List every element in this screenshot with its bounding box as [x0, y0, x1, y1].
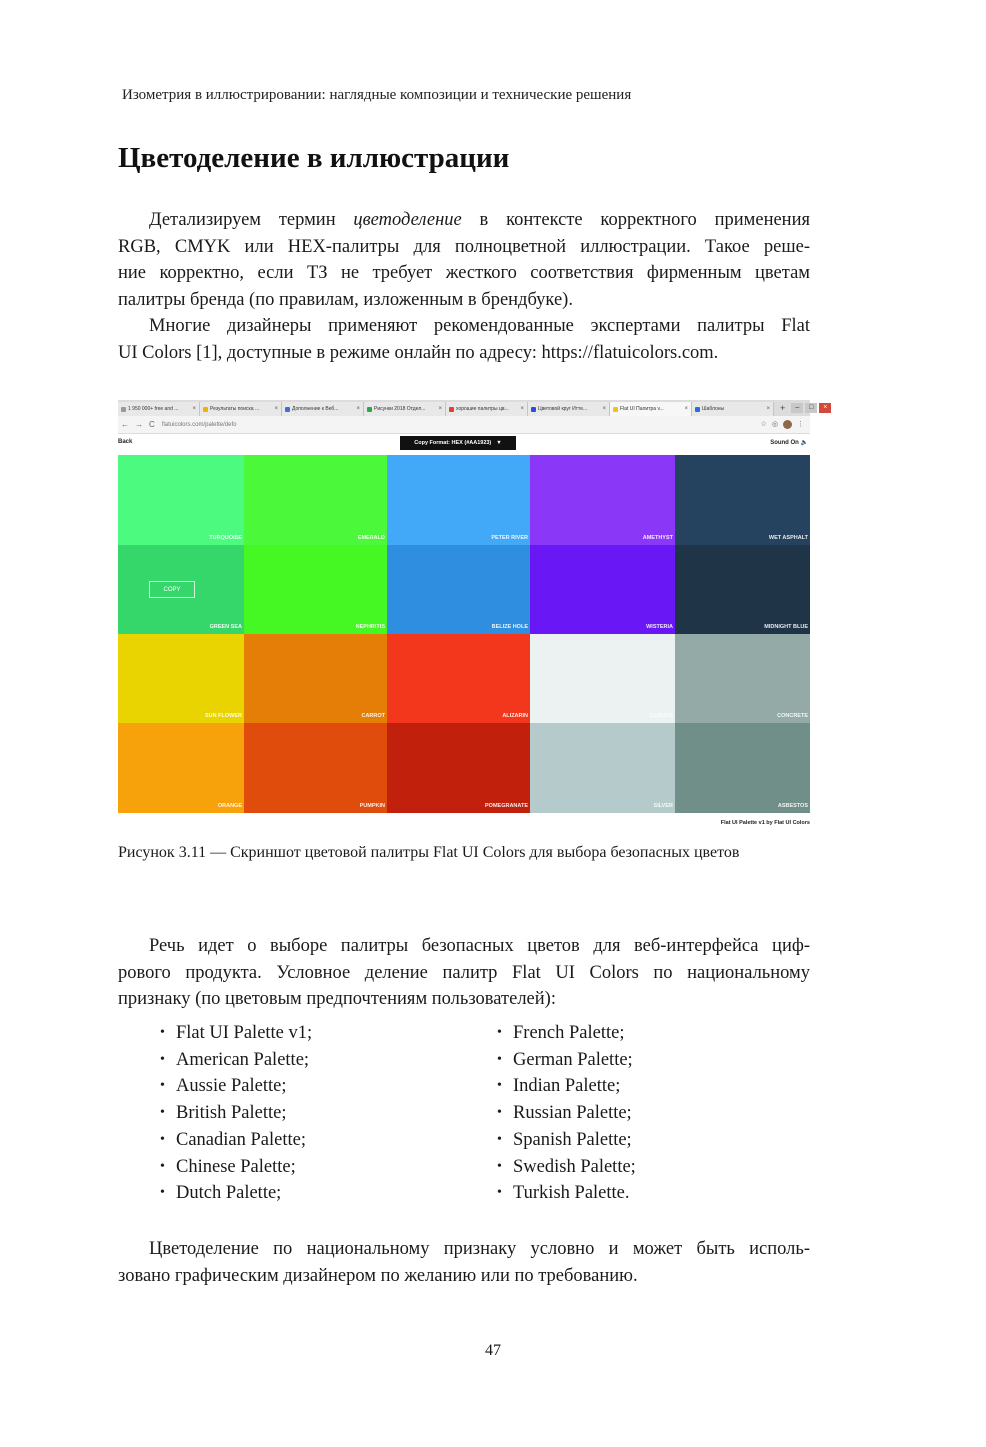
palette-grid — [118, 455, 810, 813]
text-line: Многие дизайнеры применяют рекомендованные экспертами палитры Flat — [149, 316, 810, 336]
reload-icon[interactable]: C — [149, 420, 155, 429]
swatch-name: PUMPKIN — [359, 803, 385, 809]
list-item — [158, 1020, 312, 1047]
list-item — [495, 1154, 636, 1181]
bullet-icon: • — [160, 1105, 165, 1121]
new-tab-icon[interactable]: + — [780, 403, 786, 413]
list-item-label: Aussie Palette; — [176, 1076, 287, 1097]
close-icon[interactable]: × — [520, 406, 524, 412]
copy-format-select[interactable] — [400, 436, 516, 450]
text-line: признаку (по цветовым предпочтениям пользователей): — [118, 989, 556, 1009]
color-swatch[interactable] — [244, 455, 387, 545]
favicon-icon — [613, 407, 618, 412]
color-swatch[interactable] — [118, 723, 244, 813]
list-item — [158, 1047, 312, 1074]
close-icon[interactable]: × — [274, 406, 278, 412]
close-icon[interactable]: × — [192, 406, 196, 412]
list-item-label: Swedish Palette; — [513, 1156, 636, 1177]
paragraph-intro — [118, 207, 810, 234]
section-title: Цветоделение в иллюстрации — [118, 142, 510, 174]
list-item-label: Chinese Palette; — [176, 1156, 296, 1177]
browser-tab[interactable] — [692, 402, 774, 416]
list-item — [495, 1180, 636, 1207]
minimize-icon[interactable]: – — [791, 403, 803, 413]
app-toolbar — [118, 434, 810, 454]
paragraph-flat-ui-cont — [118, 340, 810, 367]
tab-label: Flat UI Палитра v... — [620, 406, 664, 412]
paragraph-conclusion — [118, 1236, 810, 1263]
color-swatch[interactable] — [387, 634, 530, 723]
extension-icon[interactable]: ◎ — [771, 421, 778, 428]
text-line: Цветоделение по национальному признаку условно и может быть исполь- — [149, 1239, 810, 1259]
tab-label: Результаты поиска ... — [210, 406, 260, 412]
swatch-name: PETER RIVER — [491, 535, 528, 541]
swatch-name: CONCRETE — [777, 713, 808, 719]
close-icon[interactable]: × — [602, 406, 606, 412]
bullet-icon: • — [160, 1131, 165, 1147]
swatch-name: SILVER — [653, 803, 673, 809]
list-item — [158, 1073, 312, 1100]
list-item — [158, 1154, 312, 1181]
favicon-icon — [695, 407, 700, 412]
bullet-icon: • — [497, 1131, 502, 1147]
bullet-icon: • — [160, 1158, 165, 1174]
swatch-name: CARROT — [361, 713, 385, 719]
close-icon[interactable]: × — [766, 406, 770, 412]
browser-tab[interactable] — [118, 402, 200, 416]
swatch-name: CLOUDS — [649, 713, 673, 719]
swatch-name: AMETHYST — [642, 535, 673, 541]
list-item-label: Canadian Palette; — [176, 1129, 306, 1150]
list-item-label: Dutch Palette; — [176, 1183, 282, 1204]
list-item — [158, 1180, 312, 1207]
browser-tab[interactable] — [446, 402, 528, 416]
color-swatch[interactable] — [244, 723, 387, 813]
palette-list-left — [158, 1020, 312, 1207]
swatch-name: BELIZE HOLE — [491, 624, 528, 630]
list-item-label: Indian Palette; — [513, 1076, 621, 1097]
back-arrow-icon[interactable]: ← — [121, 420, 129, 429]
swatch-name: WISTERIA — [646, 624, 673, 630]
color-swatch[interactable] — [530, 455, 675, 545]
palette-list-right — [495, 1020, 636, 1207]
window-controls — [791, 403, 833, 413]
list-item-label: French Palette; — [513, 1023, 625, 1043]
avatar[interactable] — [783, 420, 792, 429]
swatch-name: EMERALD — [357, 535, 385, 541]
bullet-icon: • — [497, 1185, 502, 1201]
swatch-name: NEPHRITIS — [355, 624, 385, 630]
tab-label: хорошие палитры цв... — [456, 406, 509, 412]
page-number: 47 — [485, 1342, 501, 1359]
color-swatch[interactable] — [118, 634, 244, 723]
paragraph-conclusion-cont — [118, 1263, 810, 1290]
maximize-icon[interactable]: □ — [805, 403, 817, 413]
color-swatch[interactable] — [387, 723, 530, 813]
list-item — [495, 1047, 636, 1074]
paragraph-palettes-cont — [118, 960, 810, 1013]
swatch-name: TURQUOISE — [209, 535, 242, 541]
swatch-name: ORANGE — [217, 803, 242, 809]
bullet-icon: • — [497, 1025, 502, 1040]
favicon-icon — [203, 407, 208, 412]
color-swatch[interactable] — [387, 545, 530, 634]
favicon-icon — [449, 407, 454, 412]
color-swatch[interactable] — [118, 545, 244, 634]
color-swatch[interactable] — [675, 634, 810, 723]
browser-tab[interactable] — [528, 402, 610, 416]
list-item — [495, 1073, 636, 1100]
running-header: Изометрия в иллюстрировании: наглядные композиции и технические решения — [122, 87, 632, 103]
list-item — [495, 1020, 636, 1047]
bullet-icon: • — [160, 1051, 165, 1067]
swatch-name: MIDNIGHT BLUE — [764, 624, 808, 630]
sound-toggle[interactable]: Sound On 🔈 — [770, 440, 808, 446]
bullet-icon: • — [160, 1185, 165, 1201]
color-swatch[interactable] — [675, 455, 810, 545]
bullet-icon: • — [497, 1078, 502, 1094]
color-swatch[interactable] — [675, 545, 810, 634]
color-swatch[interactable] — [675, 723, 810, 813]
figure-screenshot — [118, 400, 828, 830]
color-swatch[interactable] — [244, 545, 387, 634]
text-line — [118, 207, 810, 234]
favicon-icon — [367, 407, 372, 412]
tab-label: Цветовой круг Итте... — [538, 406, 588, 412]
palette-credit: Flat UI Palette v1 by Flat UI Colors — [720, 820, 810, 826]
color-swatch[interactable] — [530, 634, 675, 723]
swatch-name: GREEN SEA — [209, 624, 242, 630]
list-item — [158, 1100, 312, 1127]
color-swatch[interactable] — [118, 455, 244, 545]
tab-label: 1 950 000+ free and ... — [128, 406, 179, 412]
close-icon[interactable]: × — [438, 406, 442, 412]
browser-tab-active[interactable] — [610, 402, 692, 416]
text-line: палитры бренда (по правилам, изложенным в брендбуке). — [118, 289, 573, 310]
bullet-icon: • — [497, 1158, 502, 1174]
list-item-label: German Palette; — [513, 1049, 633, 1070]
term-emphasis: цветоделение — [353, 210, 462, 230]
list-item-label: Spanish Palette; — [513, 1129, 632, 1150]
window-close-icon[interactable]: × — [819, 403, 831, 413]
paragraph-intro-cont — [118, 234, 810, 314]
color-swatch[interactable] — [387, 455, 530, 545]
forward-arrow-icon[interactable]: → — [135, 420, 143, 429]
bullet-icon: • — [497, 1105, 502, 1121]
copy-format-label: Copy Format: HEX (#AA1923) — [414, 440, 492, 446]
list-item-label: Russian Palette; — [513, 1103, 632, 1124]
list-item-label: Flat UI Palette v1; — [176, 1023, 313, 1043]
text-line: ние корректно, если ТЗ не требует жесткого соответствия фирменным цветам — [118, 263, 810, 283]
bullet-icon: • — [160, 1025, 165, 1040]
browser-tab[interactable] — [364, 402, 446, 416]
extensions-area — [761, 420, 810, 429]
bullet-icon: • — [160, 1078, 165, 1094]
favicon-icon — [285, 407, 290, 412]
tab-label: Дополнение к Веб... — [292, 406, 339, 412]
figure-caption: Рисунок 3.11 — Скриншот цветовой палитры Flat UI Colors для выбора безопасных цветов — [118, 844, 740, 861]
close-icon[interactable]: × — [684, 406, 688, 412]
chevron-down-icon: ▼ — [496, 440, 502, 446]
browser-address-bar — [118, 416, 810, 434]
bullet-icon: • — [497, 1051, 502, 1067]
swatch-name: SUN FLOWER — [205, 713, 242, 719]
list-item-label: Turkish Palette. — [513, 1183, 630, 1204]
text-line: RGB, CMYK или HEX-палитры для полноцветной иллюстрации. Такое реше- — [118, 236, 810, 257]
swatch-name: POMEGRANATE — [485, 803, 528, 809]
favicon-icon — [531, 407, 536, 412]
swatch-name: WET ASPHALT — [768, 535, 808, 541]
text-line: Речь идет о выборе палитры безопасных цветов для веб-интерфейса циф- — [149, 936, 810, 956]
swatch-name: ASBESTOS — [777, 803, 808, 809]
list-item-label: American Palette; — [176, 1049, 310, 1070]
browser-tab[interactable] — [282, 402, 364, 416]
color-swatch[interactable] — [530, 545, 675, 634]
text-run: Детализируем термин — [149, 210, 354, 230]
tab-label: Рисунки 2018 Отдел... — [374, 406, 426, 412]
list-item — [158, 1127, 312, 1154]
list-item — [495, 1127, 636, 1154]
close-icon[interactable]: × — [356, 406, 360, 412]
copy-button[interactable]: COPY — [149, 581, 195, 598]
favicon-icon — [121, 407, 126, 412]
menu-icon[interactable]: ⋮ — [797, 421, 804, 428]
text-line: рового продукта. Условное деление палитр Flat UI Colors по национальному — [118, 962, 810, 983]
browser-tab-bar — [118, 400, 828, 416]
star-icon[interactable]: ☆ — [760, 421, 767, 428]
paragraph-palettes — [118, 933, 810, 960]
url-field[interactable]: flatuicolors.com/palette/defo — [161, 421, 237, 428]
back-link[interactable]: Back — [118, 439, 133, 445]
swatch-name: ALIZARIN — [502, 713, 528, 719]
text-run: в контексте корректного применения — [461, 210, 810, 230]
tab-label: Шаблоны — [702, 406, 725, 412]
text-line: UI Colors [1], доступные в режиме онлайн по адресу: https://flatuicolors.com. — [118, 342, 719, 363]
color-swatch[interactable] — [530, 723, 675, 813]
paragraph-flat-ui — [118, 313, 810, 340]
browser-tab[interactable] — [200, 402, 282, 416]
list-item-label: British Palette; — [176, 1103, 287, 1124]
color-swatch[interactable] — [244, 634, 387, 723]
text-line: зовано графическим дизайнером по желанию или по требованию. — [118, 1265, 638, 1286]
list-item — [495, 1100, 636, 1127]
